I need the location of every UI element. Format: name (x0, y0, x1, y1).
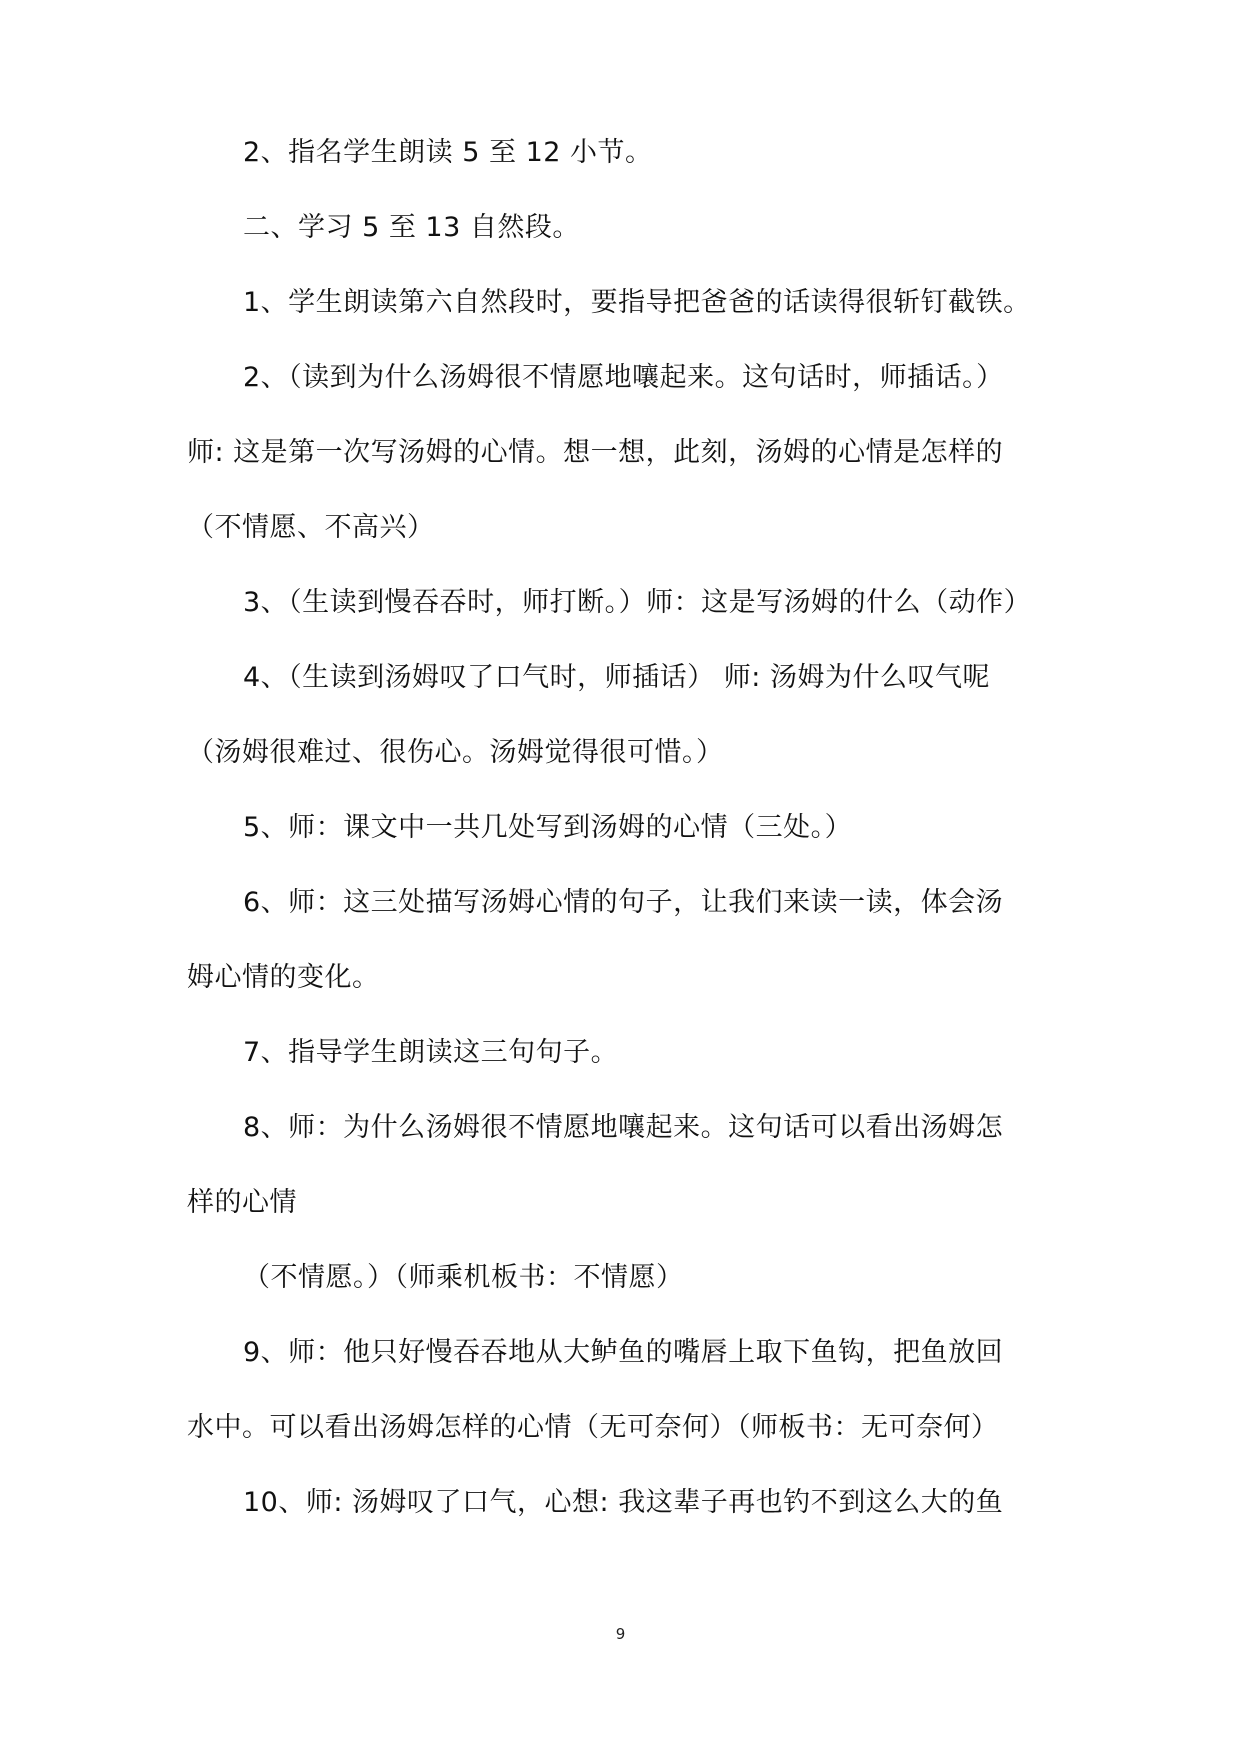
text-line: （汤姆很难过、很伤心。汤姆觉得很可惜。） (187, 737, 724, 768)
text-line: 6、师：这三处描写汤姆心情的句子，让我们来读一读，体会汤 (243, 887, 1004, 918)
text-line: （不情愿。）（师乘机板书：不情愿） (243, 1262, 684, 1293)
text-line: 8、师：为什么汤姆很不情愿地嚷起来。这句话可以看出汤姆怎 (243, 1112, 1004, 1143)
text-line: 1、学生朗读第六自然段时，要指导把爸爸的话读得很斩钉截铁。 (243, 287, 1031, 318)
page-number: 9 (615, 1625, 626, 1643)
text-line: 5、师：课文中一共几处写到汤姆的心情（三处。） (243, 812, 853, 843)
text-line: 姆心情的变化。 (187, 962, 380, 993)
text-line: 2、（读到为什么汤姆很不情愿地嚷起来。这句话时，师插话。） (243, 362, 1004, 393)
text-line: 4、（生读到汤姆叹了口气时，师插话） 师: 汤姆为什么叹气呢 (243, 662, 990, 693)
text-line: （不情愿、不高兴） (187, 512, 435, 543)
text-line: 2、指名学生朗读 5 至 12 小节。 (243, 137, 653, 168)
text-line: 9、师：他只好慢吞吞地从大鲈鱼的嘴唇上取下鱼钩，把鱼放回 (243, 1337, 1004, 1368)
text-line: 样的心情 (187, 1187, 297, 1218)
text-line: 7、指导学生朗读这三句句子。 (243, 1037, 619, 1068)
text-line: 师: 这是第一次写汤姆的心情。想一想，此刻，汤姆的心情是怎样的 (187, 437, 1004, 468)
text-line: 水中。可以看出汤姆怎样的心情（无可奈何）（师板书：无可奈何） (187, 1412, 999, 1443)
text-line: 10、师: 汤姆叹了口气，心想: 我这辈子再也钓不到这么大的鱼 (243, 1487, 1004, 1518)
text-line: 3、（生读到慢吞吞时，师打断。）师：这是写汤姆的什么（动作） (243, 587, 1032, 618)
text-line: 二、学习 5 至 13 自然段。 (243, 212, 580, 243)
